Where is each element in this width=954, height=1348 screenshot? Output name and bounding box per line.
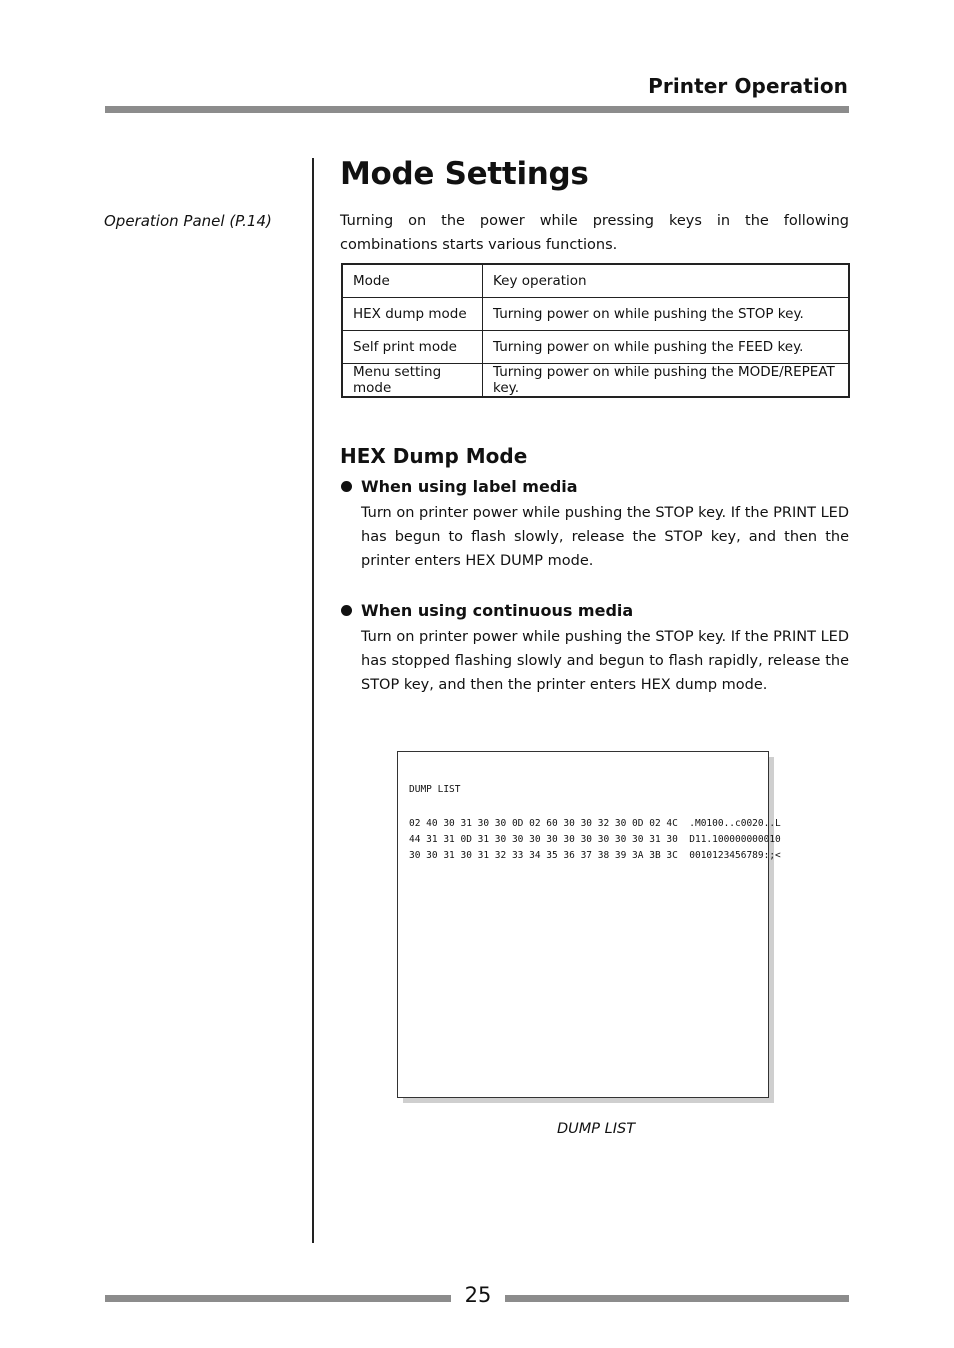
bullet-heading-label-media [341,477,578,496]
table-row [342,264,849,298]
mode-table [341,263,850,398]
table-cell: Mode [342,264,483,298]
table-cell: Turning power on while pushing the FEED key. [483,331,850,364]
table-cell: Self print mode [342,331,483,364]
dump-list-lines [409,816,781,864]
page-number: 25 [464,1283,492,1307]
table-row [342,298,849,331]
table-cell: HEX dump mode [342,298,483,331]
side-reference: Operation Panel (P.14) [104,212,272,230]
table-cell: Turning power on while pushing the MODE/REPEAT key. [483,364,850,398]
intro-paragraph: Turning on the power while pressing keys in the following combinations starts various functions. [340,213,849,253]
table-row [342,364,849,398]
footer-rule-left [105,1295,451,1302]
table-row [342,331,849,364]
bullet-heading-continuous-media [341,601,633,620]
bullet-heading-text: When using label media [361,477,578,496]
header-title: Printer Operation [648,74,848,98]
bullet-dot-icon [341,605,352,616]
dump-line: 44 31 31 0D 31 30 30 30 30 30 30 30 30 30 31 30 D11.100000000010 [409,834,781,845]
table-cell: Key operation [483,264,850,298]
footer-rule-right [505,1295,849,1302]
dump-list-caption: DUMP LIST [557,1121,636,1137]
vertical-divider [312,158,314,1243]
dump-list-sample [397,751,781,1098]
dump-list-heading: DUMP LIST [409,784,461,795]
dump-line: 30 30 31 30 31 32 33 34 35 36 37 38 39 3A 3B 3C 0010123456789:;< [409,850,781,861]
table-cell: Menu setting mode [342,364,483,398]
header-rule [105,106,849,113]
dump-line: 02 40 30 31 30 30 0D 02 60 30 30 32 30 0D 02 4C .M0100..c0020..L [409,818,781,829]
page-title: Mode Settings [340,156,589,192]
table-cell: Turning power on while pushing the STOP key. [483,298,850,331]
bullet-heading-text: When using continuous media [361,601,634,620]
bullet-body-label-media: Turn on printer power while pushing the STOP key. If the PRINT LED has begun to flash slowly, release the STOP key, and then the printer enters HEX DUMP mode. [361,505,849,569]
section-title: HEX Dump Mode [340,444,528,468]
bullet-dot-icon [341,481,352,492]
bullet-body-continuous-media: Turn on printer power while pushing the STOP key. If the PRINT LED has stopped flashing slowly and begun to flash rapidly, release the STOP key, and then the printer enters HEX dump mode. [361,629,849,693]
